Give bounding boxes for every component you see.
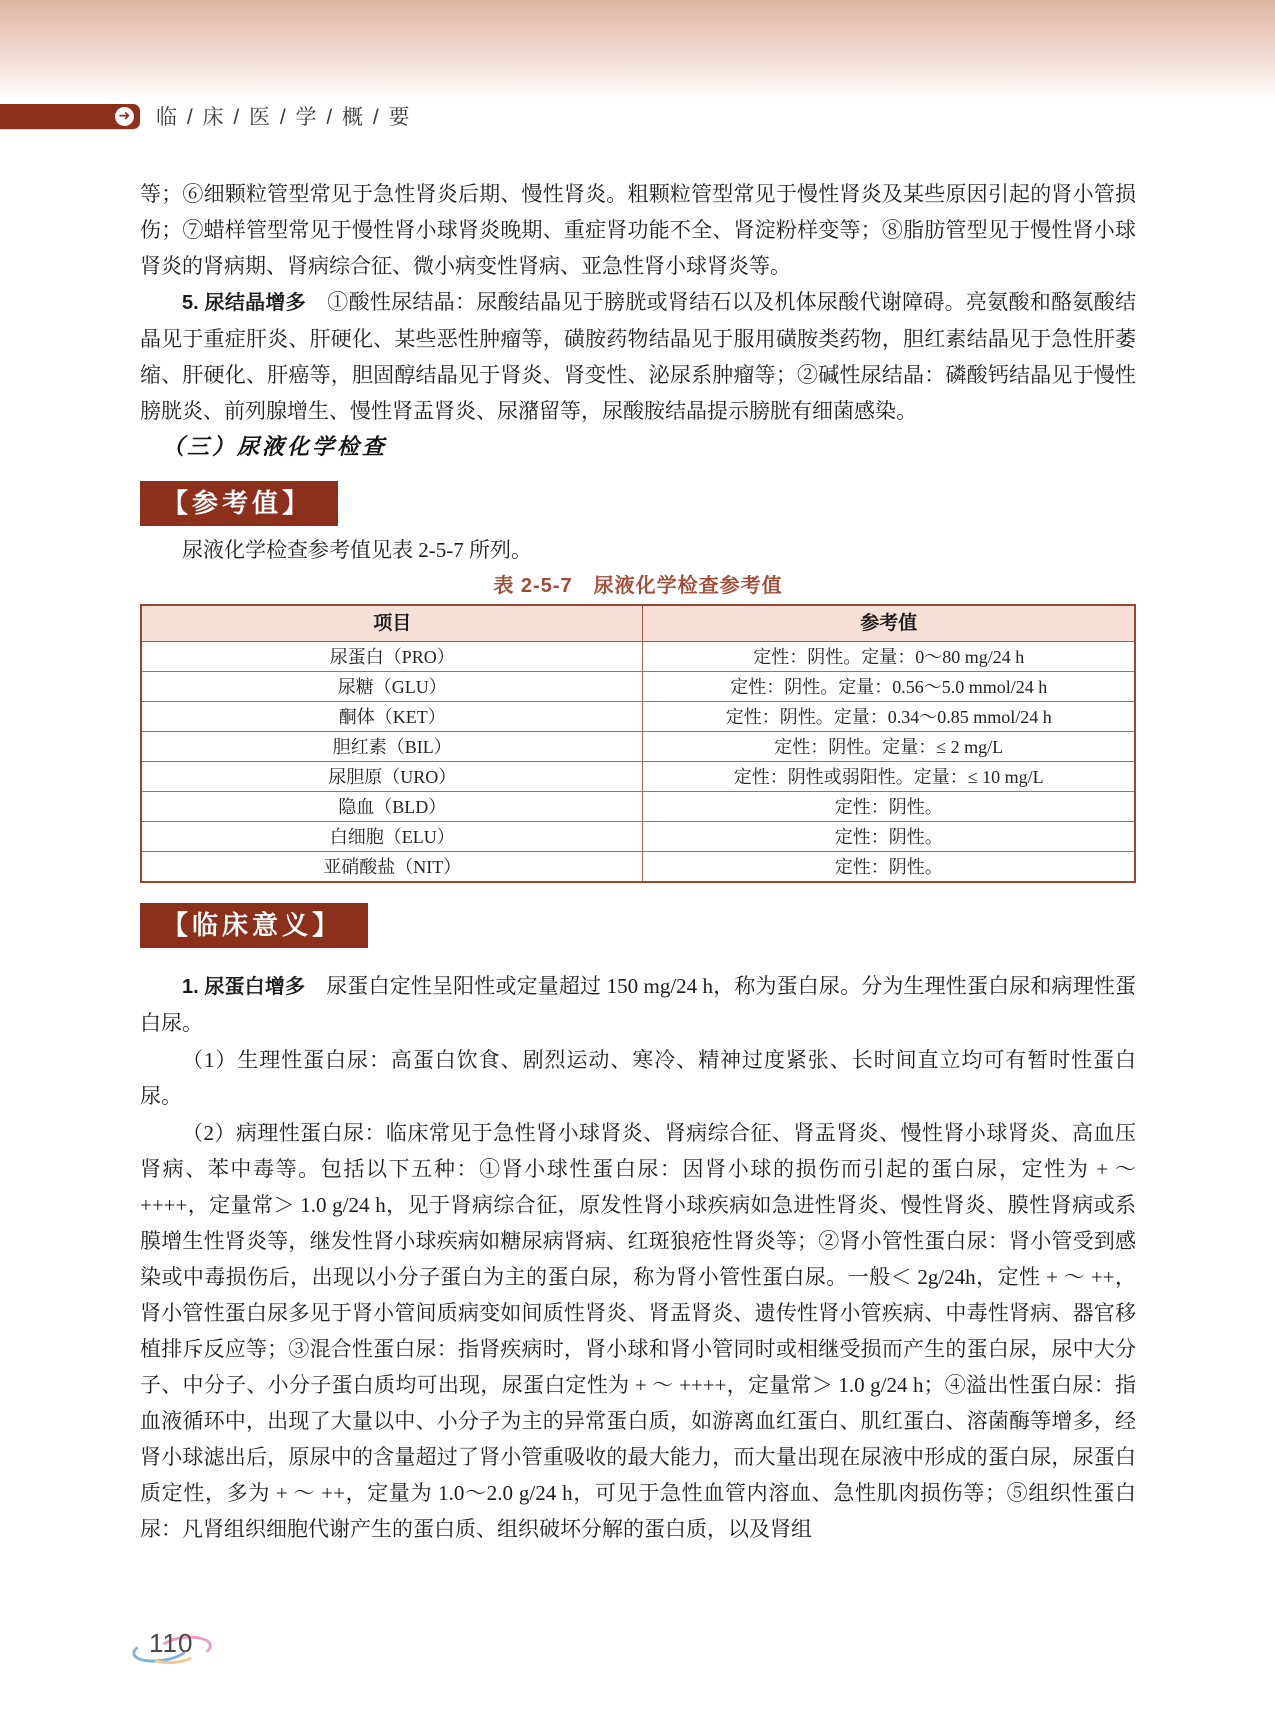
cell-item: 尿蛋白（PRO） bbox=[141, 642, 643, 672]
cell-value: 定性：阴性。 bbox=[643, 822, 1135, 852]
paragraph-crystals-lead: 5. 尿结晶增多 bbox=[182, 292, 306, 314]
arrow-right-icon: ➜ bbox=[115, 107, 134, 126]
cell-item: 尿糖（GLU） bbox=[141, 672, 643, 702]
cell-item: 尿胆原（URO） bbox=[141, 762, 643, 792]
clinical-text bbox=[140, 968, 1136, 1547]
reference-intro: 尿液化学检查参考值见表 2-5-7 所列。 bbox=[182, 538, 532, 562]
reference-value-heading: 【参考值】 bbox=[140, 481, 338, 526]
cell-value: 定性：阴性。定量：0.56～5.0 mmol/24 h bbox=[643, 672, 1135, 702]
cell-item: 隐血（BLD） bbox=[141, 792, 643, 822]
cell-value: 定性：阴性。定量：0.34～0.85 mmol/24 h bbox=[643, 702, 1135, 732]
cell-value: 定性：阴性。定量：≤ 2 mg/L bbox=[643, 732, 1135, 762]
clinical-significance-heading: 【临床意义】 bbox=[140, 903, 368, 948]
table-row bbox=[141, 762, 1135, 792]
cell-value: 定性：阴性或弱阳性。定量：≤ 10 mg/L bbox=[643, 762, 1135, 792]
cell-value: 定性：阴性。定量：0～80 mg/24 h bbox=[643, 642, 1135, 672]
main-content bbox=[140, 176, 1136, 1548]
page-top-gradient bbox=[0, 0, 1275, 100]
cell-item: 白细胞（ELU） bbox=[141, 822, 643, 852]
paragraph-crystals-body: ①酸性尿结晶：尿酸结晶见于膀胱或肾结石以及机体尿酸代谢障碍。亮氨酸和酪氨酸结晶见于重症肝炎、肝硬化、某些恶性肿瘤等，磺胺药物结晶见于服用磺胺类药物，胆红素结晶见于急性肝萎缩、肝硬化、肝癌等，胆固醇结晶见于肾炎、肾变性、泌尿系肿瘤等；②碱性尿结晶：磷酸钙结晶见于慢性膀胱炎、前列腺增生、慢性肾盂肾炎、尿潴留等，尿酸胺结晶提示膀胱有细菌感染。 bbox=[140, 290, 1136, 423]
cell-item: 酮体（KET） bbox=[141, 702, 643, 732]
table-row bbox=[141, 672, 1135, 702]
clinical-paragraph-3: （2）病理性蛋白尿：临床常见于急性肾小球肾炎、肾病综合征、肾盂肾炎、慢性肾小球肾炎、高血压肾病、苯中毒等。包括以下五种：①肾小球性蛋白尿：因肾小球的损伤而引起的蛋白尿，定性为 + ～ ++++，定量常＞ 1.0 g/24 h，见于肾病综合征，原发性肾小球疾病如急进性肾炎、慢性肾炎、膜性肾病或系膜增生性肾炎等，继发性肾小球疾病如糖尿病肾病、红斑狼疮性肾炎等；②肾小管性蛋白尿：肾小管受到感染或中毒损伤后，出现以小分子蛋白为主的蛋白尿，称为肾小管性蛋白尿。一般＜ 2g/24h，定性 + ～ ++，肾小管性蛋白尿多见于肾小管间质病变如间质性肾炎、肾盂肾炎、遗传性肾小管疾病、中毒性肾病、器官移植排斥反应等；③混合性蛋白尿：指肾疾病时，肾小球和肾小管同时或相继受损而产生的蛋白尿，尿中大分子、中分子、小分子蛋白质均可出现，尿蛋白定性为 + ～ ++++，定量常＞ 1.0 g/24 h；④溢出性蛋白尿：指血液循环中，出现了大量以中、小分子为主的异常蛋白质，如游离血红蛋白、肌红蛋白、溶菌酶等增多，经肾小球滤出后，原尿中的含量超过了肾小管重吸收的最大能力，而大量出现在尿液中形成的蛋白尿，尿蛋白质定性，多为 + ～ ++，定量为 1.0～2.0 g/24 h，可见于急性血管内溶血、急性肌肉损伤等；⑤组织性蛋白尿：凡肾组织细胞代谢产生的蛋白质、组织破坏分解的蛋白质，以及肾组 bbox=[140, 1121, 1136, 1541]
page-header bbox=[0, 103, 1275, 129]
reference-value-table bbox=[140, 604, 1136, 883]
page-number: 110 bbox=[149, 1628, 194, 1658]
page-footer bbox=[132, 1622, 212, 1668]
table-row bbox=[141, 852, 1135, 883]
table-row bbox=[141, 732, 1135, 762]
paragraph-crystals bbox=[140, 284, 1136, 429]
clinical-paragraph-1-body: 尿蛋白定性呈阳性或定量超过 150 mg/24 h，称为蛋白尿。分为生理性蛋白尿和病理性蛋白尿。 bbox=[140, 974, 1136, 1035]
table-caption: 表 2-5-7 尿液化学检查参考值 bbox=[493, 575, 783, 597]
table-row bbox=[141, 702, 1135, 732]
clinical-paragraph-1-lead: 1. 尿蛋白增多 bbox=[182, 976, 306, 998]
cell-value: 定性：阴性。 bbox=[643, 792, 1135, 822]
clinical-paragraph-1 bbox=[140, 968, 1136, 1041]
cell-value: 定性：阴性。 bbox=[643, 852, 1135, 883]
cell-item: 亚硝酸盐（NIT） bbox=[141, 852, 643, 883]
clinical-paragraph-2: （1）生理性蛋白尿：高蛋白饮食、剧烈运动、寒冷、精神过度紧张、长时间直立均可有暂时性蛋白尿。 bbox=[140, 1048, 1136, 1108]
header-maroon-bar bbox=[0, 104, 140, 129]
column-header-value: 参考值 bbox=[643, 605, 1135, 642]
paragraph-casts: 等；⑥细颗粒管型常见于急性肾炎后期、慢性肾炎。粗颗粒管型常见于慢性肾炎及某些原因引起的肾小管损伤；⑦蜡样管型常见于慢性肾小球肾炎晚期、重症肾功能不全、肾淀粉样变等；⑧脂肪管型见于慢性肾小球肾炎的肾病期、肾病综合征、微小病变性肾病、亚急性肾小球肾炎等。 bbox=[140, 182, 1136, 278]
table-row bbox=[141, 822, 1135, 852]
subsection-title: （三）尿液化学检查 bbox=[162, 434, 388, 460]
book-title: 临 / 床 / 医 / 学 / 概 / 要 bbox=[156, 106, 412, 129]
cell-item: 胆红素（BIL） bbox=[141, 732, 643, 762]
table-header-row bbox=[141, 605, 1135, 642]
table-row bbox=[141, 642, 1135, 672]
table-row bbox=[141, 792, 1135, 822]
column-header-item: 项目 bbox=[141, 605, 643, 642]
